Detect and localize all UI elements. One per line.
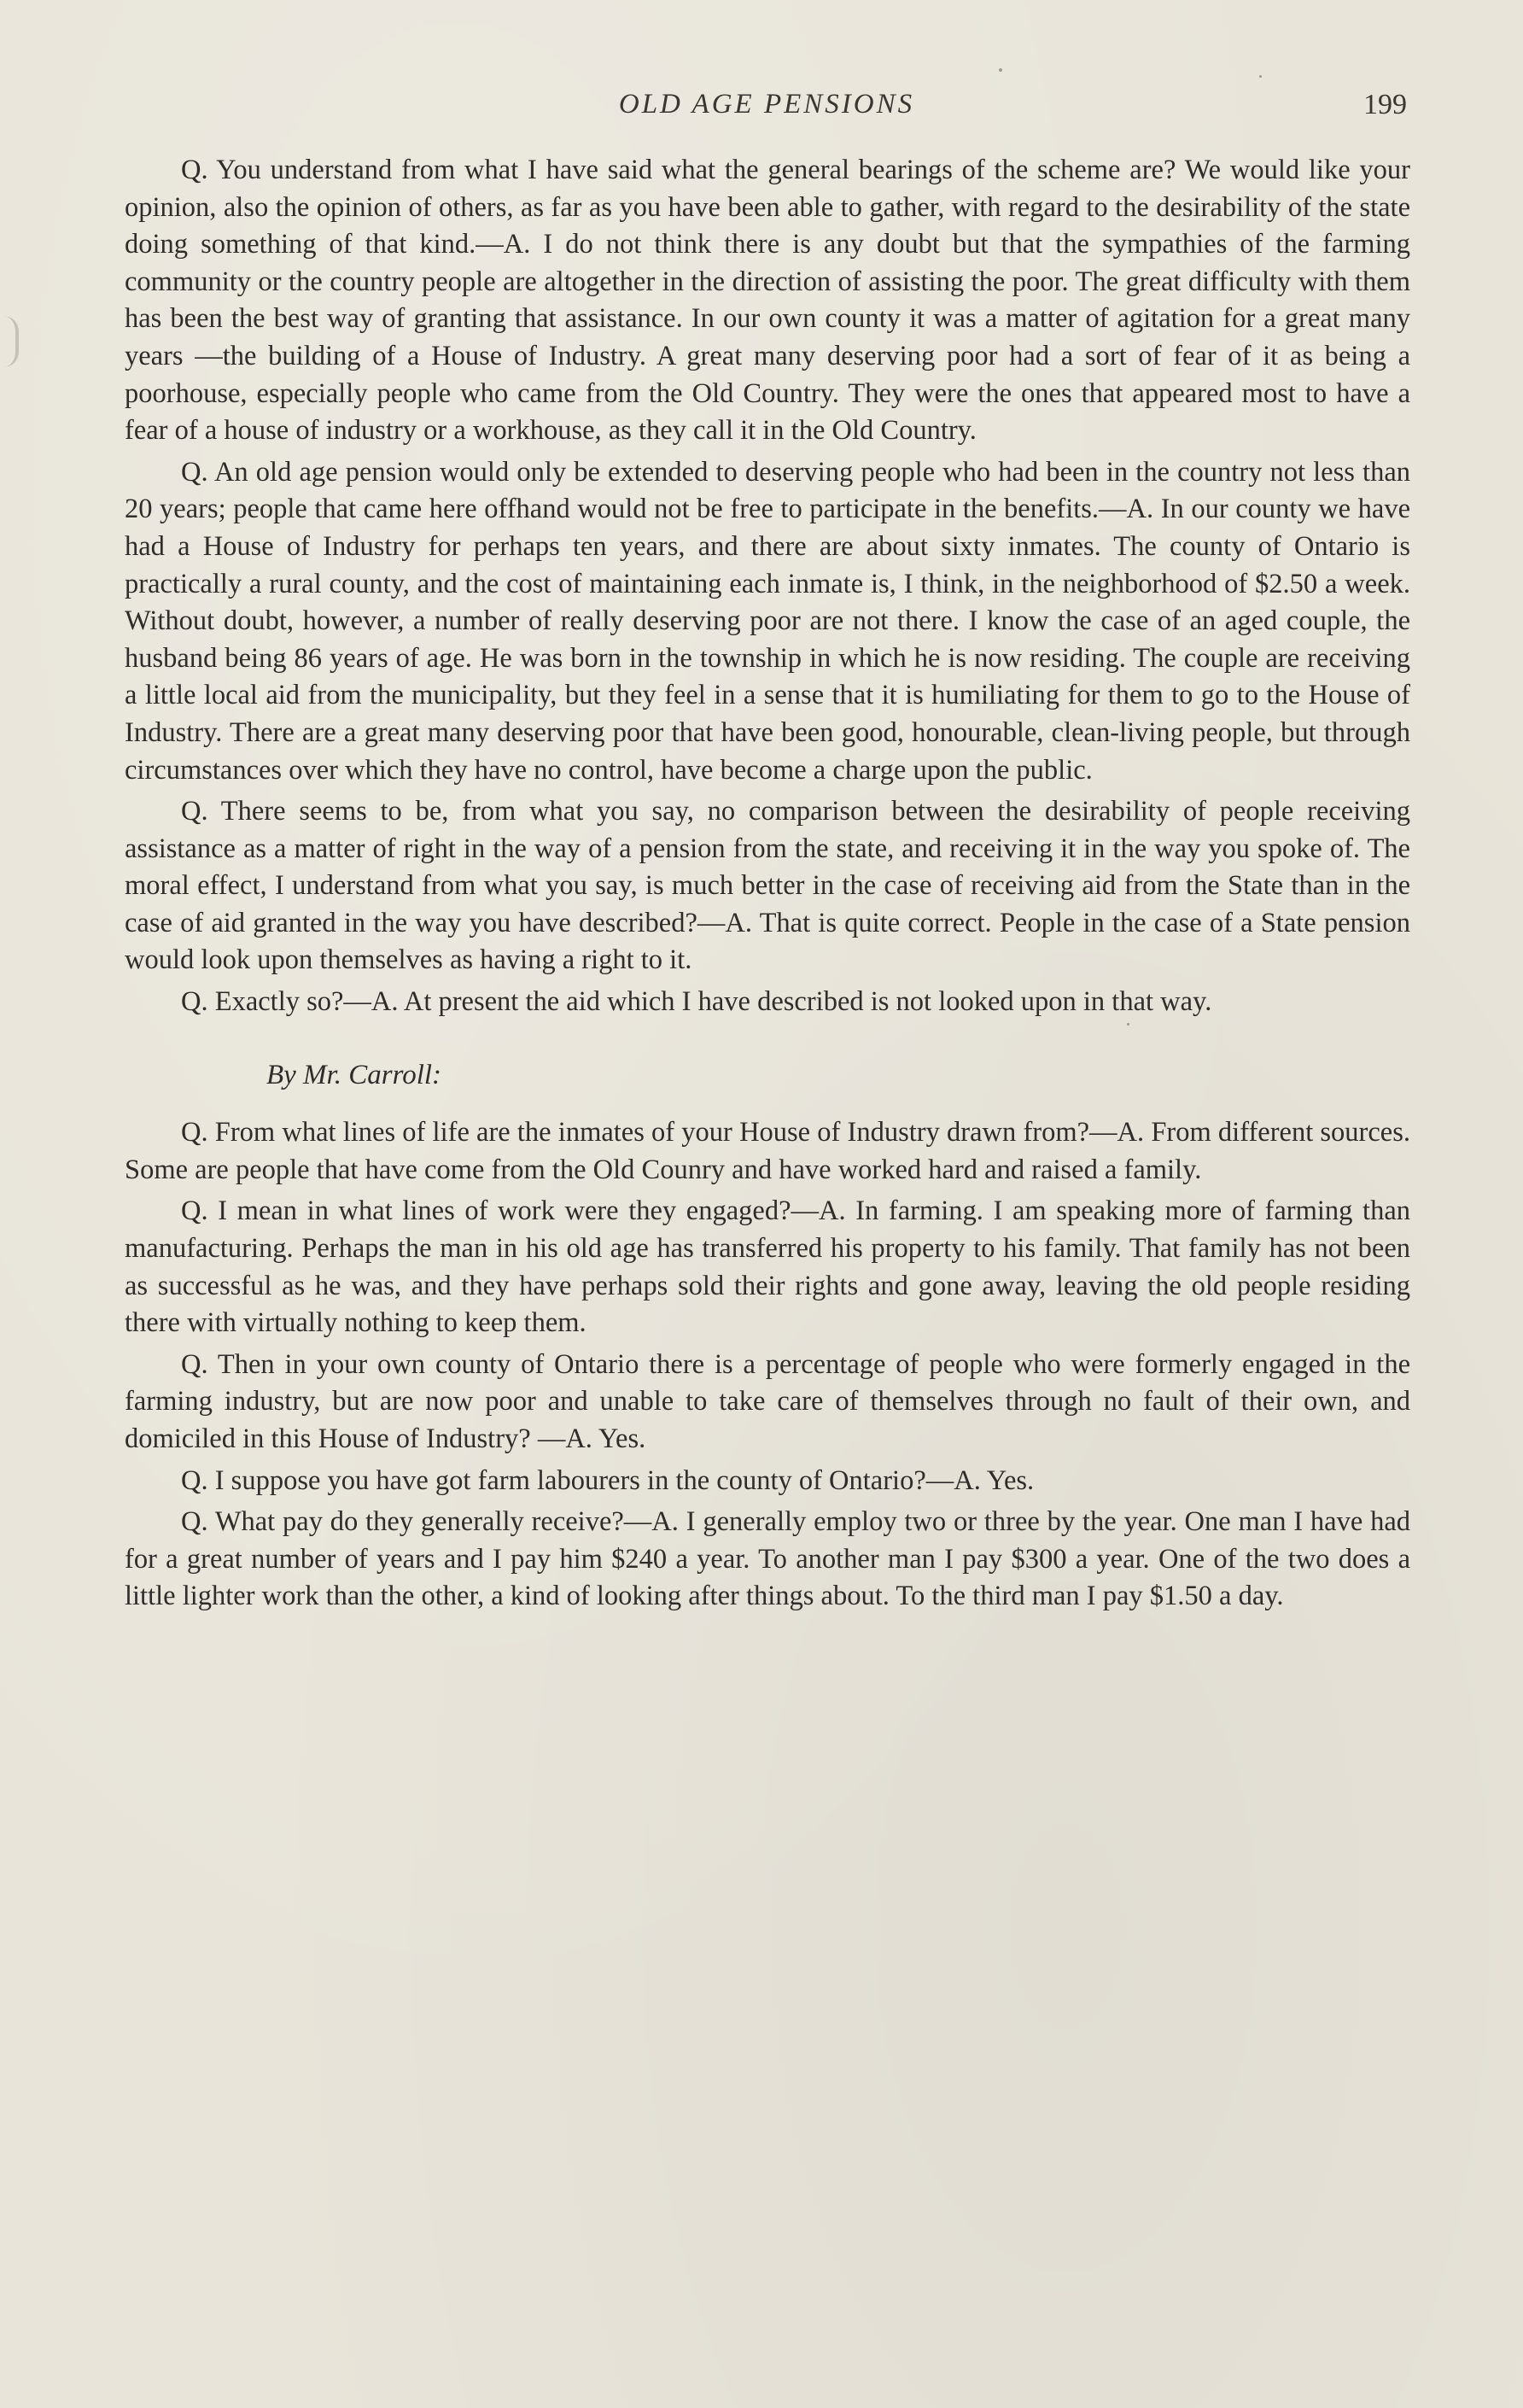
- running-title: OLD AGE PENSIONS: [618, 89, 915, 120]
- paragraph: Q. You understand from what I have said what the general bearings of the scheme are? We would like your opinion, also the opinion of others, as far as you have been able to gather, with regard to the desirability of the state doing something of that kind.—A. I do not think there is any doubt but that the sympathies of the farming community or the country people are altogether in the direction of assisting the poor. The great difficulty with them has been the best way of granting that assistance. In our own county it was a matter of agitation for a great many years —the building of a House of Industry. A great many deserving poor had a sort of fear of it as being a poorhouse, especially people who came from the Old Country. They were the ones that appeared most to have a fear of a house of industry or a workhouse, as they call it in the Old Country.: [125, 155, 1410, 447]
- paragraph: Q. I suppose you have got farm labourers in the county of Ontario?—A. Yes.: [181, 1464, 1035, 1496]
- page-speck: [999, 68, 1002, 72]
- paragraph: Q. Then in your own county of Ontario there is a percentage of people who were formerly engaged in the farming industry, but are now poor and unable to take care of themselves through no fault of their own, and domiciled in this House of Industry? —A. Yes.: [125, 1348, 1410, 1454]
- paragraph: Q. From what lines of life are the inmates of your House of Industry drawn from?—A. From different sources. Some are people that have come from the Old Counry and have worked hard and raised a family.: [125, 1117, 1410, 1185]
- paragraph: Q. I mean in what lines of work were they engaged?—A. In farming. I am speaking more of farming than manufacturing. Perhaps the man in his old age has transferred his property to his family. That family has not been as successful as he was, and they have perhaps sold their rights and gone away, leaving the old people residing there with virtually nothing to keep them.: [125, 1195, 1410, 1339]
- paragraph: Q. There seems to be, from what you say, no comparison between the desirability of people receiving assistance as a matter of right in the way of a pension from the state, and receiving it in the way you spoke of. The moral effect, I understand from what you say, is much better in the case of receiving aid from the State than in the case of aid granted in the way you have described?—A. That is quite correct. People in the case of a State pension would look upon themselves as having a right to it.: [125, 796, 1410, 976]
- page-header: [126, 89, 1407, 132]
- paragraph: Q. An old age pension would only be extended to deserving people who had been in the country not less than 20 years; people that came here offhand would not be free to participate in the benefits.—A. In our county we have had a House of Industry for perhaps ten years, and there are about sixty inmates. The county of Ontario is practically a rural county, and the cost of maintaining each inmate is, I think, in the neighborhood of $2.50 a week. Without doubt, however, a number of really deserving poor are not there. I know the case of an aged couple, the husband being 86 years of age. He was born in the township in which he is now residing. The couple are receiving a little local aid from the municipality, but they feel in a sense that it is humiliating for them to go to the House of Industry. There are a great many deserving poor that have been good, honourable, clean-living people, but through circumstances over which they have no control, have become a charge upon the public.: [125, 456, 1410, 786]
- page-speck: [1259, 75, 1262, 78]
- body-text: [125, 152, 1410, 1620]
- binding-mark: [3, 316, 19, 367]
- paragraph: Q. Exactly so?—A. At present the aid which I have described is not looked upon in that way.: [181, 986, 1212, 1018]
- speaker-byline: By Mr. Carroll:: [266, 1059, 442, 1090]
- paragraph: Q. What pay do they generally receive?—A. I generally employ two or three by the year. One man I have had for a great number of years and I pay him $240 a year. To another man I pay $300 a year. One of the two does a little lighter work than the other, a kind of looking after things about. To the third man I pay $1.50 a day.: [125, 1506, 1410, 1612]
- page-number: 199: [1363, 89, 1407, 120]
